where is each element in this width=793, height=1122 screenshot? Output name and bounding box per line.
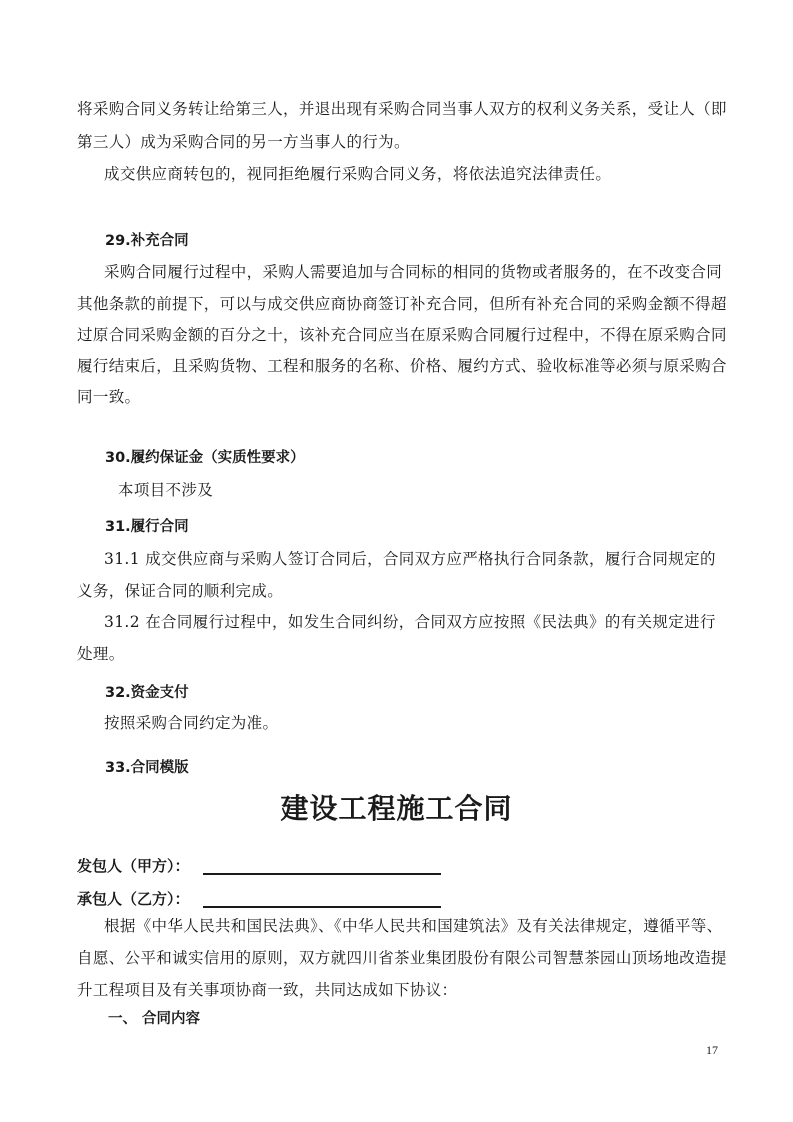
paragraph-line: 将采购合同义务转让给第三人，并退出现有采购合同当事人双方的权利义务关系，受让人（即 [77, 100, 727, 118]
contract-title: 建设工程施工合同 [280, 792, 513, 825]
section-heading-29: 29.补充合同 [105, 233, 189, 249]
party-b-label: 承包人（乙方）： [77, 890, 190, 908]
paragraph-line: 采购合同履行过程中，采购人需要追加与合同标的相同的货物或者服务的，在不改变合同 [104, 263, 723, 281]
section-heading-30: 30.履约保证金（实质性要求） [105, 450, 305, 466]
page-number: 17 [706, 1043, 718, 1057]
section-heading-33: 33.合同模版 [105, 760, 189, 776]
paragraph-line: 履行结束后，且采购货物、工程和服务的名称、价格、履约方式、验收标准等必须与原采购合 [77, 357, 727, 375]
paragraph-line: 过原合同采购金额的百分之十，该补充合同应当在原采购合同履行过程中，不得在原采购合同 [77, 326, 727, 344]
paragraph-line: 义务，保证合同的顺利完成。 [77, 582, 284, 600]
paragraph-line: 其他条款的前提下，可以与成交供应商协商签订补充合同，但所有补充合同的采购金额不得超 [77, 295, 727, 313]
paragraph-line: 处理。 [77, 645, 125, 663]
paragraph-line: 本项目不涉及 [118, 481, 214, 499]
contract-item-heading: 一、 合同内容 [108, 1011, 201, 1027]
paragraph-line: 按照采购合同约定为准。 [104, 714, 279, 732]
paragraph-line: 同一致。 [77, 388, 141, 406]
paragraph-line: 成交供应商转包的，视同拒绝履行采购合同义务，将依法追究法律责任。 [104, 165, 612, 183]
paragraph-line: 升工程项目及有关事项协商一致，共同达成如下协议： [77, 981, 458, 999]
party-a-label: 发包人（甲方）： [77, 857, 190, 875]
party-b-blank-line [203, 906, 441, 908]
paragraph-line: 第三人）成为采购合同的另一方当事人的行为。 [77, 133, 410, 151]
paragraph-line: 31.1 成交供应商与采购人签订合同后，合同双方应严格执行合同条款，履行合同规定的 [104, 550, 716, 568]
paragraph-line: 31.2 在合同履行过程中，如发生合同纠纷，合同双方应按照《民法典》的有关规定进行 [104, 613, 716, 631]
paragraph-line: 根据《中华人民共和国民法典》、《中华人民共和国建筑法》及有关法律规定，遵循平等、 [104, 917, 723, 935]
section-heading-32: 32.资金支付 [105, 685, 189, 701]
party-a-blank-line [203, 873, 441, 875]
paragraph-line: 自愿、公平和诚实信用的原则，双方就四川省茶业集团股份有限公司智慧茶园山顶场地改造提 [77, 949, 727, 967]
section-heading-31: 31.履行合同 [105, 519, 189, 535]
